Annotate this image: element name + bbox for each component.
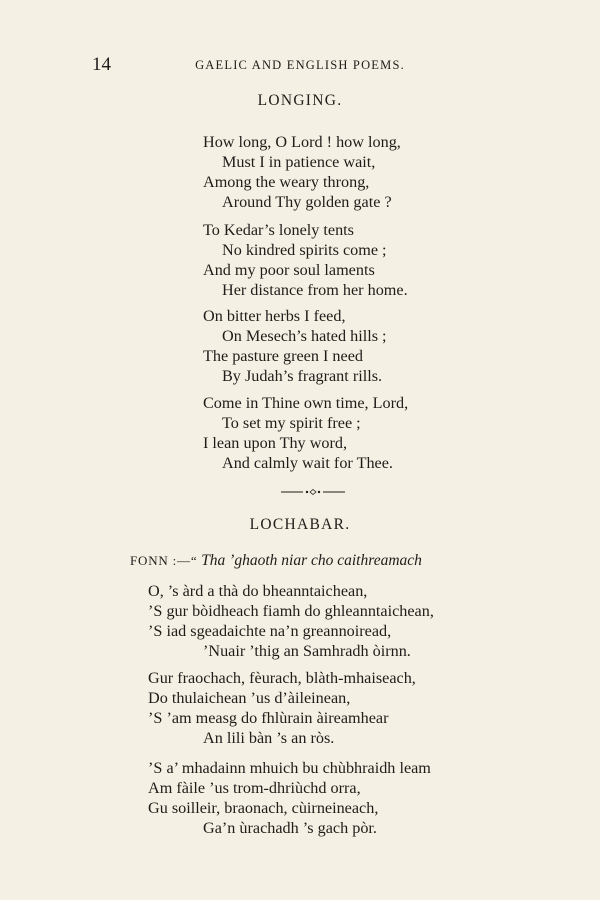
- poem-line: Her distance from her home.: [222, 281, 408, 299]
- ornament-divider: [281, 487, 345, 497]
- poem-line: Come in Thine own time, Lord,: [203, 394, 409, 412]
- poem-line: ’Nuair ’thig an Samhradh òirnn.: [203, 642, 411, 660]
- poem-line: To set my spirit free ;: [222, 414, 361, 432]
- poem-title-longing: LONGING.: [257, 92, 343, 109]
- poem-line: ’S iad sgeadaichte na’n greannoiread,: [148, 622, 392, 640]
- running-head: GAELIC AND ENGLISH POEMS.: [195, 58, 405, 72]
- poem-line: Must I in patience wait,: [222, 153, 376, 171]
- poem-line: On bitter herbs I feed,: [203, 307, 346, 325]
- poem-line: An lili bàn ’s an ròs.: [203, 729, 335, 747]
- fonn-tune: Tha ’ghaoth niar cho caithreamach: [201, 552, 422, 569]
- page-number: 14: [92, 54, 111, 75]
- poem-line: How long, O Lord ! how long,: [203, 133, 401, 151]
- poem-line: No kindred spirits come ;: [222, 241, 387, 259]
- poem-line: Gu soilleir, braonach, cùirneineach,: [148, 799, 379, 817]
- poem-line: On Mesech’s hated hills ;: [222, 327, 387, 345]
- poem-line: Ga’n ùrachadh ’s gach pòr.: [203, 819, 377, 837]
- poem-line: By Judah’s fragrant rills.: [222, 367, 383, 385]
- poem-line: Among the weary throng,: [203, 173, 370, 191]
- poem-line: O, ’s àrd a thà do bheanntaichean,: [148, 582, 368, 600]
- poem-title-lochabar: LOCHABAR.: [249, 516, 351, 533]
- poem-line: Am fàile ’us trom-dhriùchd orra,: [148, 779, 361, 797]
- poem-line: Do thulaichean ’us d’àileinean,: [148, 689, 351, 707]
- poem-line: ’S ’am measg do fhlùrain àireamhear: [148, 709, 389, 727]
- poem-line: And my poor soul laments: [203, 261, 375, 279]
- fonn-label: FONN :—“: [130, 553, 198, 568]
- poem-line: I lean upon Thy word,: [203, 434, 348, 452]
- poem-line: ’S gur bòidheach fiamh do ghleanntaichean,: [148, 602, 434, 620]
- fonn-line: [130, 552, 422, 570]
- poem-line: To Kedar’s lonely tents: [203, 221, 354, 239]
- poem-line: And calmly wait for Thee.: [222, 454, 393, 472]
- poem-line: Around Thy golden gate ?: [222, 193, 392, 211]
- poem-line: Gur fraochach, fèurach, blàth-mhaiseach,: [148, 669, 416, 687]
- page-header: [0, 54, 600, 76]
- poem-line: The pasture green I need: [203, 347, 363, 365]
- poem-line: ’S a’ mhadainn mhuich bu chùbhraidh leam: [148, 759, 431, 777]
